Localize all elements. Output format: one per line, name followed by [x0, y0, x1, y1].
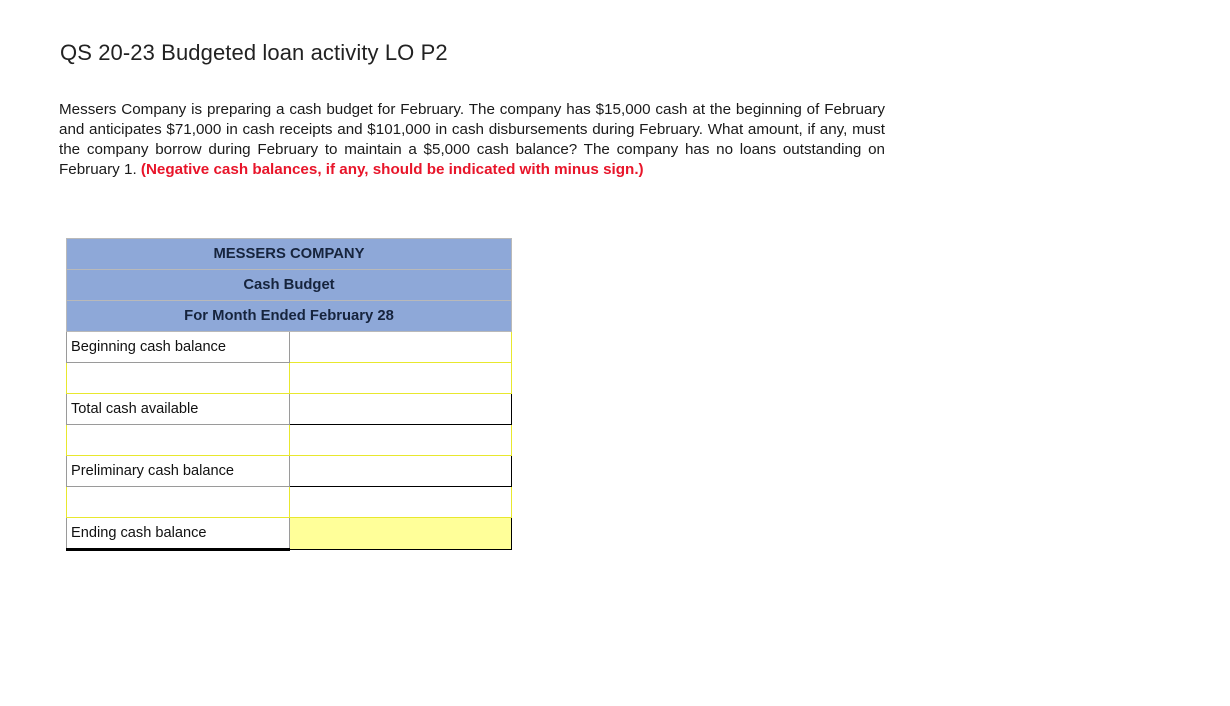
row-label-preliminary-cash-balance: Preliminary cash balance: [67, 456, 290, 487]
table-row: [67, 518, 512, 550]
problem-statement: [59, 100, 885, 180]
table-row: [67, 332, 512, 363]
row-label-input-2[interactable]: [67, 425, 290, 456]
table-row: [67, 456, 512, 487]
table-row: [67, 425, 512, 456]
table-header-row-period: [67, 301, 512, 332]
table-header-period: For Month Ended February 28: [67, 301, 512, 332]
row-label-input-1[interactable]: [67, 363, 290, 394]
cash-budget-table: [66, 238, 512, 551]
row-label-total-cash-available: Total cash available: [67, 394, 290, 425]
table-row: [67, 394, 512, 425]
table-header-company: MESSERS COMPANY: [67, 239, 512, 270]
table-row: [67, 363, 512, 394]
table-header-row-company: [67, 239, 512, 270]
problem-emphasis: (Negative cash balances, if any, should be indicated with minus sign.): [140, 161, 644, 178]
row-label-beginning-cash-balance: Beginning cash balance: [67, 332, 290, 363]
table-header-row-budget: [67, 270, 512, 301]
row-value-preliminary-cash-balance[interactable]: [289, 456, 512, 487]
row-value-ending-cash-balance[interactable]: [289, 518, 512, 550]
row-value-total-cash-available[interactable]: [289, 394, 512, 425]
row-value-input-2[interactable]: [289, 425, 512, 456]
table-header-budget: Cash Budget: [67, 270, 512, 301]
row-value-beginning-cash-balance[interactable]: [289, 332, 512, 363]
page-title: QS 20-23 Budgeted loan activity LO P2: [60, 40, 448, 65]
table-row: [67, 487, 512, 518]
problem-body: Messers Company is preparing a cash budget for February. The company has $15,000 cash at the beginning of February and anticipates $71,000 in cash receipts and $101,000 in cash disbursements during February. What amount, if any, must the company borrow during February to maintain a $5,000 cash balance? The company has no loans outstanding on February 1.: [59, 101, 885, 178]
row-label-ending-cash-balance: Ending cash balance: [67, 518, 290, 550]
row-value-input-3[interactable]: [289, 487, 512, 518]
row-value-input-1[interactable]: [289, 363, 512, 394]
row-label-input-3[interactable]: [67, 487, 290, 518]
